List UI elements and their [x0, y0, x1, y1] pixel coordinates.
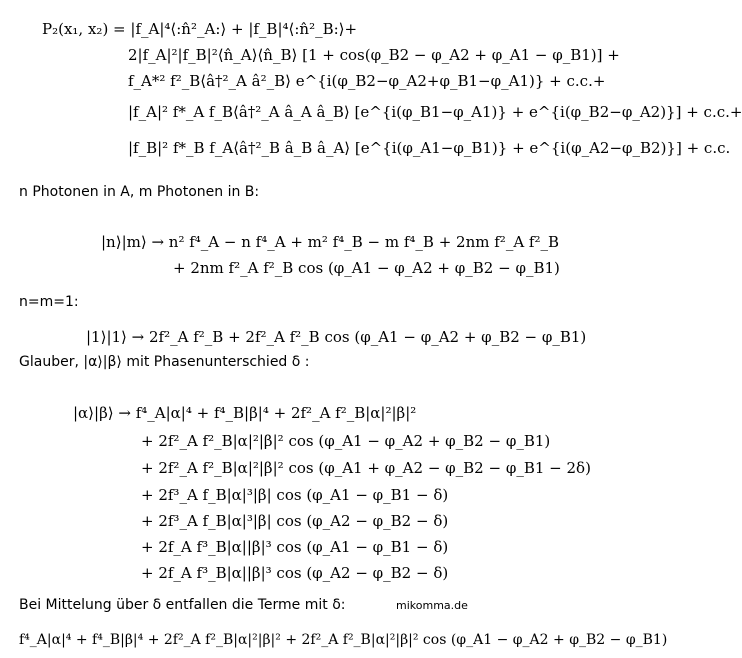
fock-formula-line2: + 2nm f²_A f²_B cos (φ_A1 − φ_A2 + φ_B2 − φ_B1)	[173, 259, 560, 277]
glauber-formula-line2: + 2f²_A f²_B|α|²|β|² cos (φ_A1 − φ_A2 + φ_B2 − φ_B1)	[141, 432, 551, 450]
section-text-averaging: Bei Mittelung über δ entfallen die Terme mit δ:	[19, 597, 346, 613]
glauber-formula-line3: + 2f²_A f²_B|α|²|β|² cos (φ_A1 + φ_A2 − φ_B2 − φ_B1 − 2δ)	[141, 459, 591, 477]
averaged-formula: f⁴_A|α|⁴ + f⁴_B|β|⁴ + 2f²_A f²_B|α|²|β|² + 2f²_A f²_B|α|²|β|² cos (φ_A1 − φ_A2 + φ_B2 − φ_B1)	[19, 632, 668, 648]
watermark: mikomma.de	[396, 599, 468, 612]
p2-formula-line3: f_A*² f²_B⟨â†²_A â²_B⟩ e^{i(φ_B2−φ_A2+φ_B1−φ_A1)} + c.c.+	[128, 72, 606, 90]
section-text-fock: n Photonen in A, m Photonen in B:	[19, 184, 260, 200]
section-text-glauber: Glauber, |α⟩|β⟩ mit Phasenunterschied δ :	[19, 354, 310, 370]
single-photon-formula: |1⟩|1⟩ → 2f²_A f²_B + 2f²_A f²_B cos (φ_A1 − φ_A2 + φ_B2 − φ_B1)	[86, 328, 587, 346]
glauber-formula-line7: + 2f_A f³_B|α||β|³ cos (φ_A2 − φ_B2 − δ)	[141, 564, 449, 582]
glauber-formula-line1: |α⟩|β⟩ → f⁴_A|α|⁴ + f⁴_B|β|⁴ + 2f²_A f²_B|α|²|β|²	[73, 404, 417, 422]
p2-formula-line4: |f_A|² f*_A f_B⟨â†²_A â_A â_B⟩ [e^{i(φ_B1−φ_A1)} + e^{i(φ_B2−φ_A2)}] + c.c.+	[128, 103, 742, 121]
glauber-formula-line4: + 2f³_A f_B|α|³|β| cos (φ_A1 − φ_B1 − δ)	[141, 486, 449, 504]
glauber-formula-line5: + 2f³_A f_B|α|³|β| cos (φ_A2 − φ_B2 − δ)	[141, 512, 449, 530]
p2-formula-line1: P₂(x₁, x₂) = |f_A|⁴⟨:n̂²_A:⟩ + |f_B|⁴⟨:n̂²_B:⟩+	[42, 20, 358, 38]
glauber-formula-line6: + 2f_A f³_B|α||β|³ cos (φ_A1 − φ_B1 − δ)	[141, 538, 449, 556]
p2-formula-line2: 2|f_A|²|f_B|²⟨n̂_A⟩⟨n̂_B⟩ [1 + cos(φ_B2 − φ_A2 + φ_A1 − φ_B1)] +	[128, 46, 620, 64]
p2-formula-line5: |f_B|² f*_B f_A⟨â†²_B â_B â_A⟩ [e^{i(φ_A1−φ_B1)} + e^{i(φ_A2−φ_B2)}] + c.c.	[128, 139, 731, 157]
fock-formula-line1: |n⟩|m⟩ → n² f⁴_A − n f⁴_A + m² f⁴_B − m f⁴_B + 2nm f²_A f²_B	[101, 233, 560, 251]
section-text-n-m-1: n=m=1:	[19, 294, 79, 310]
